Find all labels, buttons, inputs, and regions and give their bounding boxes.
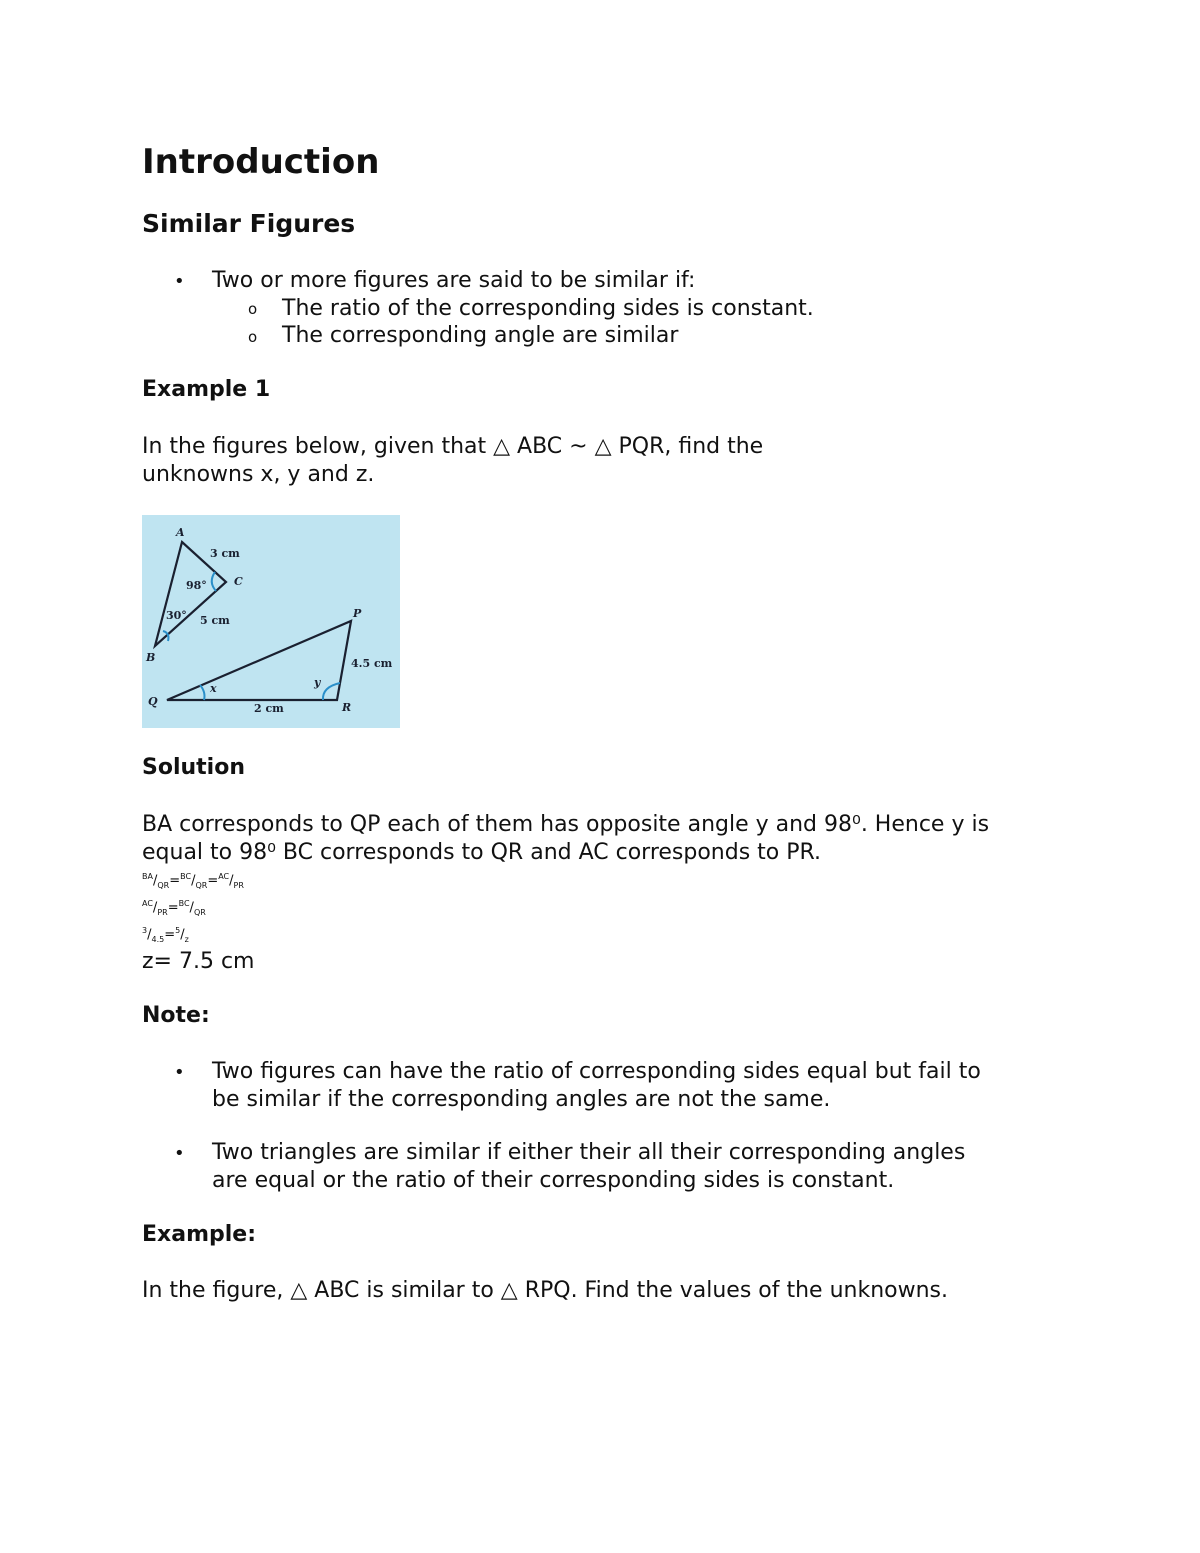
paragraph: In the figures below, given that △ ABC ~ △ PQR, find the <box>142 434 764 459</box>
example-heading: Example 1 <box>142 377 271 402</box>
list-item-continuation: be similar if the corresponding angles are not the same. <box>212 1087 831 1112</box>
angle-label-b: 30° <box>166 609 187 622</box>
side-label-bc: 5 cm <box>200 614 230 627</box>
equation-2: $^{AC}/_{PR}=^{BC}/_{QR}$ <box>142 899 206 917</box>
angle-label-c: 98° <box>186 579 207 592</box>
bullet-marker: • <box>174 1062 185 1083</box>
sub-list-item: The ratio of the corresponding sides is constant. <box>282 296 814 321</box>
result-line: z= 7.5 cm <box>142 949 255 974</box>
paragraph: equal to 98⁰ BC corresponds to QR and AC corresponds to PR. <box>142 840 822 865</box>
vertex-label-a: A <box>176 526 185 539</box>
bullet-marker: • <box>174 271 185 292</box>
page-title: Introduction <box>142 142 380 182</box>
vertex-label-r: R <box>342 701 352 714</box>
side-label-qr: 2 cm <box>254 702 284 715</box>
example-heading: Example: <box>142 1222 256 1247</box>
vertex-label-q: Q <box>148 695 158 708</box>
list-item: Two figures can have the ratio of corresponding sides equal but fail to <box>212 1059 981 1084</box>
angle-label-x: x <box>210 682 217 695</box>
paragraph: unknowns x, y and z. <box>142 462 375 487</box>
paragraph: BA corresponds to QP each of them has opposite angle y and 98⁰. Hence y is <box>142 812 990 837</box>
sub-bullet-marker: o <box>248 328 258 346</box>
vertex-label-c: C <box>234 575 243 588</box>
list-item-continuation: are equal or the ratio of their corresponding sides is constant. <box>212 1168 895 1193</box>
equation-3: $^3/_{4.5}=^5/_z$ <box>142 926 189 944</box>
side-label-pr: 4.5 cm <box>351 657 393 670</box>
vertex-label-p: P <box>353 607 362 620</box>
angle-label-y: y <box>314 676 321 689</box>
sub-bullet-marker: o <box>248 300 258 318</box>
triangles-figure <box>142 515 400 728</box>
list-item: Two triangles are similar if either their all their corresponding angles <box>212 1140 966 1165</box>
side-label-ac: 3 cm <box>210 547 240 560</box>
sub-list-item: The corresponding angle are similar <box>282 323 679 348</box>
list-item: Two or more figures are said to be similar if: <box>212 268 696 293</box>
bullet-marker: • <box>174 1143 185 1164</box>
solution-heading: Solution <box>142 755 245 780</box>
note-heading: Note: <box>142 1003 210 1028</box>
paragraph: In the figure, △ ABC is similar to △ RPQ. Find the values of the unknowns. <box>142 1278 948 1303</box>
equation-1: $^{BA}/_{QR}=^{BC}/_{QR}=^{AC}/_{PR}$ <box>142 872 244 890</box>
vertex-label-b: B <box>146 651 156 664</box>
section-heading: Similar Figures <box>142 209 356 238</box>
